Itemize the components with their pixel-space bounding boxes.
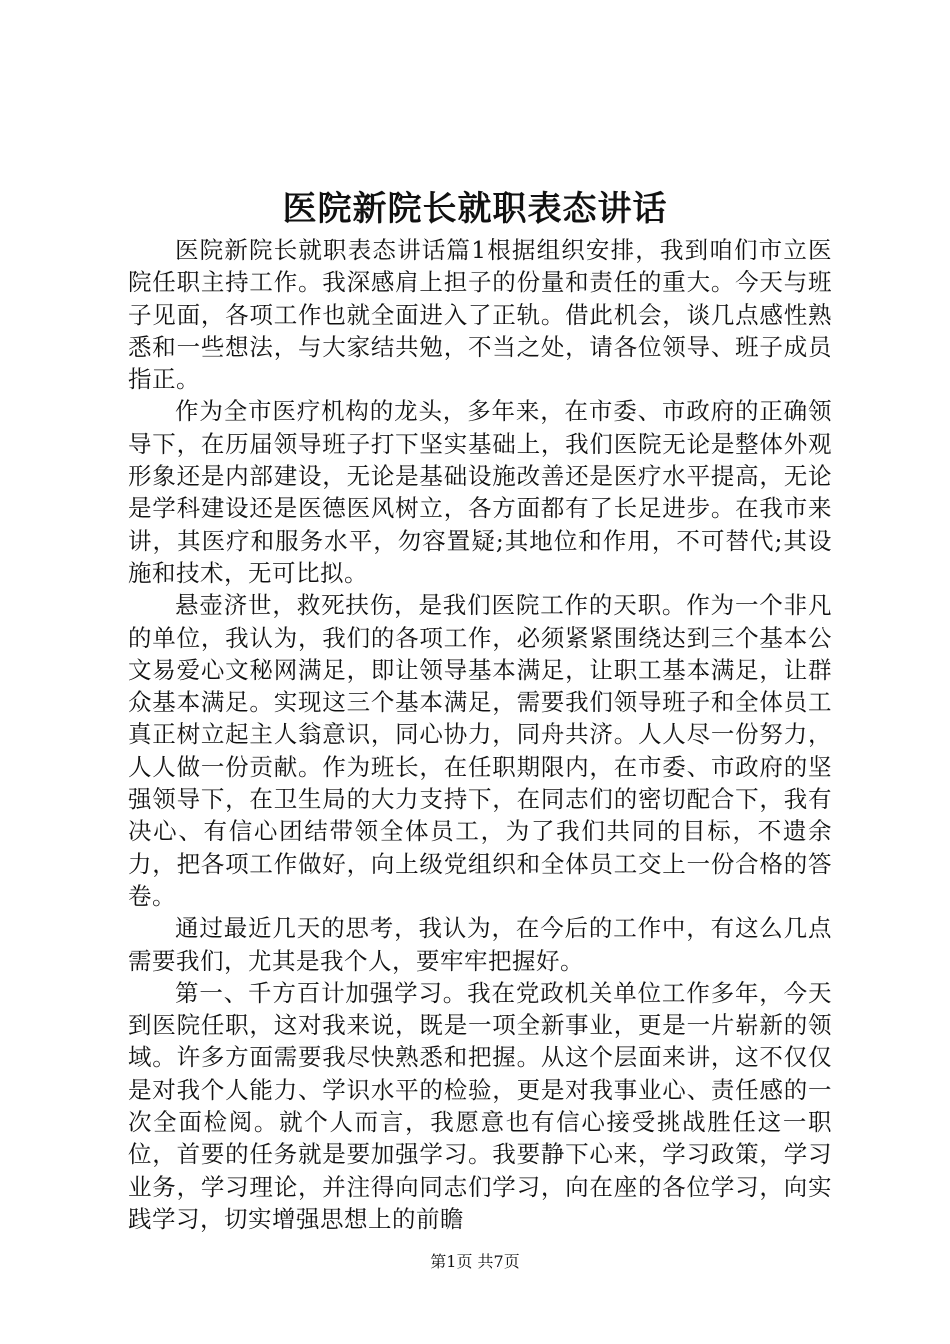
page-number-footer: 第1页 共7页	[430, 1252, 520, 1271]
paragraph-3: 悬壶济世，救死扶伤，是我们医院工作的天职。作为一个非凡的单位，我认为，我们的各项工作，必须紧紧围绕达到三个基本公文易爱心文秘网满足，即让领导基本满足，让职工基本满足，让群众基本满足。实现这三个基本满足，需要我们领导班子和全体员工真正树立起主人翁意识，同心协力，同舟共济。人人尽一份努力，人人做一份贡献。作为班长，在任职期限内，在市委、市政府的坚强领导下，在卫生局的大力支持下，在同志们的密切配合下，我有决心、有信心团结带领全体员工，为了我们共同的目标，不遗余力，把各项工作做好，向上级党组织和全体员工交上一份合格的答卷。	[128, 591, 832, 910]
document-body	[128, 234, 832, 1235]
paragraph-5: 第一、千方百计加强学习。我在党政机关单位工作多年，今天到医院任职，这对我来说，既是一项全新事业，更是一片崭新的领域。许多方面需要我尽快熟悉和把握。从这个层面来讲，这不仅仅是对我个人能力、学识水平的检验，更是对我事业心、责任感的一次全面检阅。就个人而言，我愿意也有信心接受挑战胜任这一职位，首要的任务就是要加强学习。我要静下心来，学习政策，学习业务，学习理论，并注得向同志们学习，向在座的各位学习，向实践学习，切实增强思想上的前瞻	[128, 978, 832, 1233]
paragraph-2: 作为全市医疗机构的龙头，多年来，在市委、市政府的正确领导下，在历届领导班子打下坚实基础上，我们医院无论是整体外观形象还是内部建设，无论是基础设施改善还是医疗水平提高，无论是学科建设还是医德医风树立，各方面都有了长足进步。在我市来讲，其医疗和服务水平，勿容置疑;其地位和作用，不可替代;其设施和技术，无可比拟。	[128, 397, 832, 587]
paragraph-1: 医院新院长就职表态讲话篇1根据组织安排，我到咱们市立医院任职主持工作。我深感肩上担子的份量和责任的重大。今天与班子见面，各项工作也就全面进入了正轨。借此机会，谈几点感性熟悉和一些想法，与大家结共勉，不当之处，请各位领导、班子成员指正。	[128, 236, 832, 394]
document-title: 医院新院长就职表态讲话	[282, 189, 668, 229]
paragraph-4: 通过最近几天的思考，我认为，在今后的工作中，有这么几点需要我们，尤其是我个人，要牢牢把握好。	[128, 914, 832, 975]
